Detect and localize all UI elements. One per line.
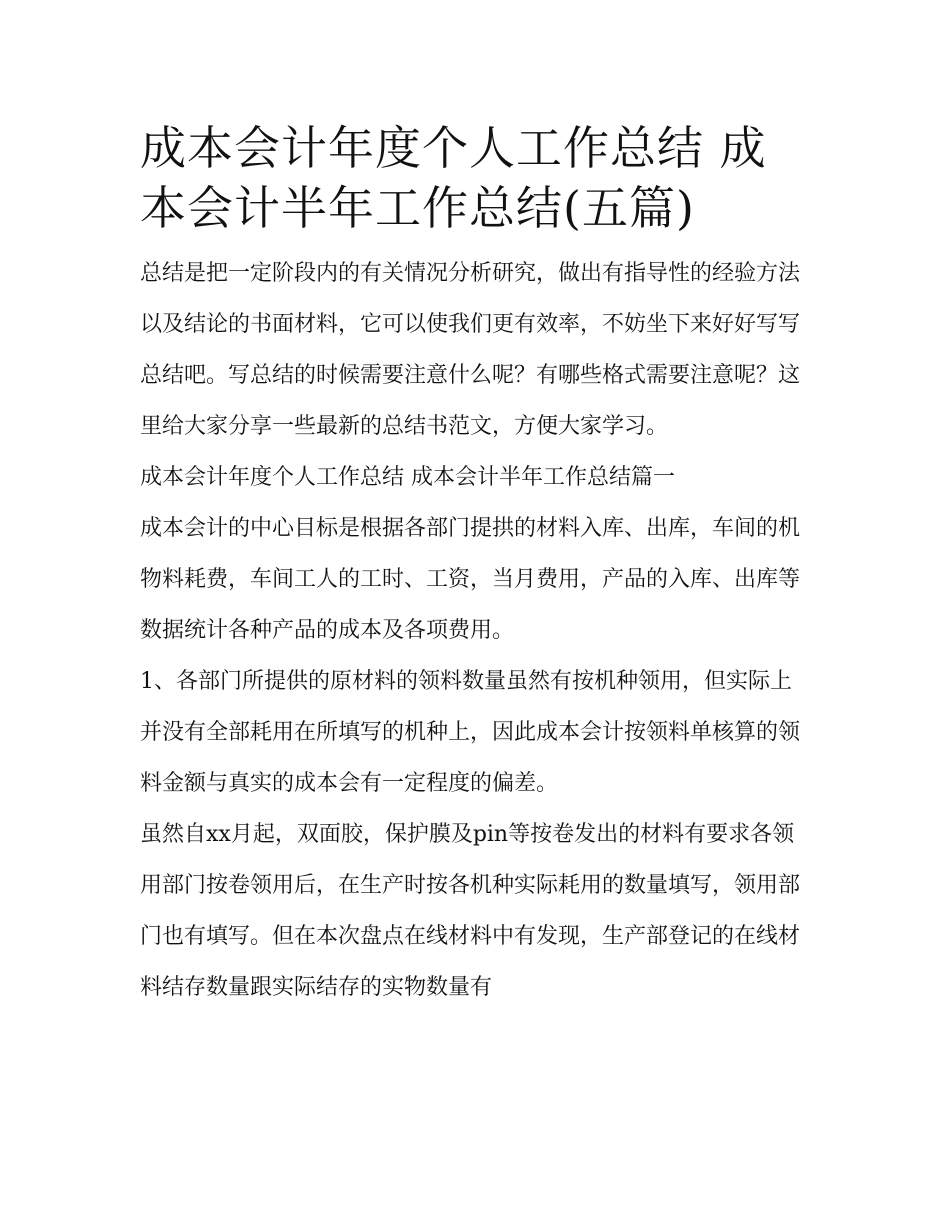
section-heading: 成本会计年度个人工作总结 成本会计半年工作总结篇一 bbox=[140, 465, 675, 490]
body-paragraph-1: 成本会计的中心目标是根据各部门提拱的材料入库、出库，车间的机物料耗费，车间工人的工时、工资，当月费用，产品的入库、出库等数据统计各种产品的成本及各项费用。 bbox=[140, 516, 801, 643]
body-paragraph-2: 1、各部门所提供的原材料的领料数量虽然有按机种领用，但实际上并没有全部耗用在所填写的机种上，因此成本会计按领料单核算的领料金额与真实的成本会有一定程度的偏差。 bbox=[140, 669, 801, 796]
intro-paragraph: 总结是把一定阶段内的有关情况分析研究，做出有指导性的经验方法以及结论的书面材料，它可以使我们更有效率，不妨坐下来好好写写总结吧。写总结的时候需要注意什么呢？有哪些格式需要注意呢？这里给大家分享一些最新的总结书范文，方便大家学习。 bbox=[140, 261, 801, 439]
body-paragraph-3: 虽然自xx月起，双面胶，保护膜及pin等按卷发出的材料有要求各领用部门按卷领用后，在生产时按各机种实际耗用的数量填写，领用部门也有填写。但在本次盘点在线材料中有发现，生产部登记的在线材料结存数量跟实际结存的实物数量有 bbox=[140, 822, 801, 1000]
document-title: 成本会计年度个人工作总结 成本会计半年工作总结(五篇) bbox=[140, 121, 767, 235]
document-body bbox=[140, 118, 812, 1013]
